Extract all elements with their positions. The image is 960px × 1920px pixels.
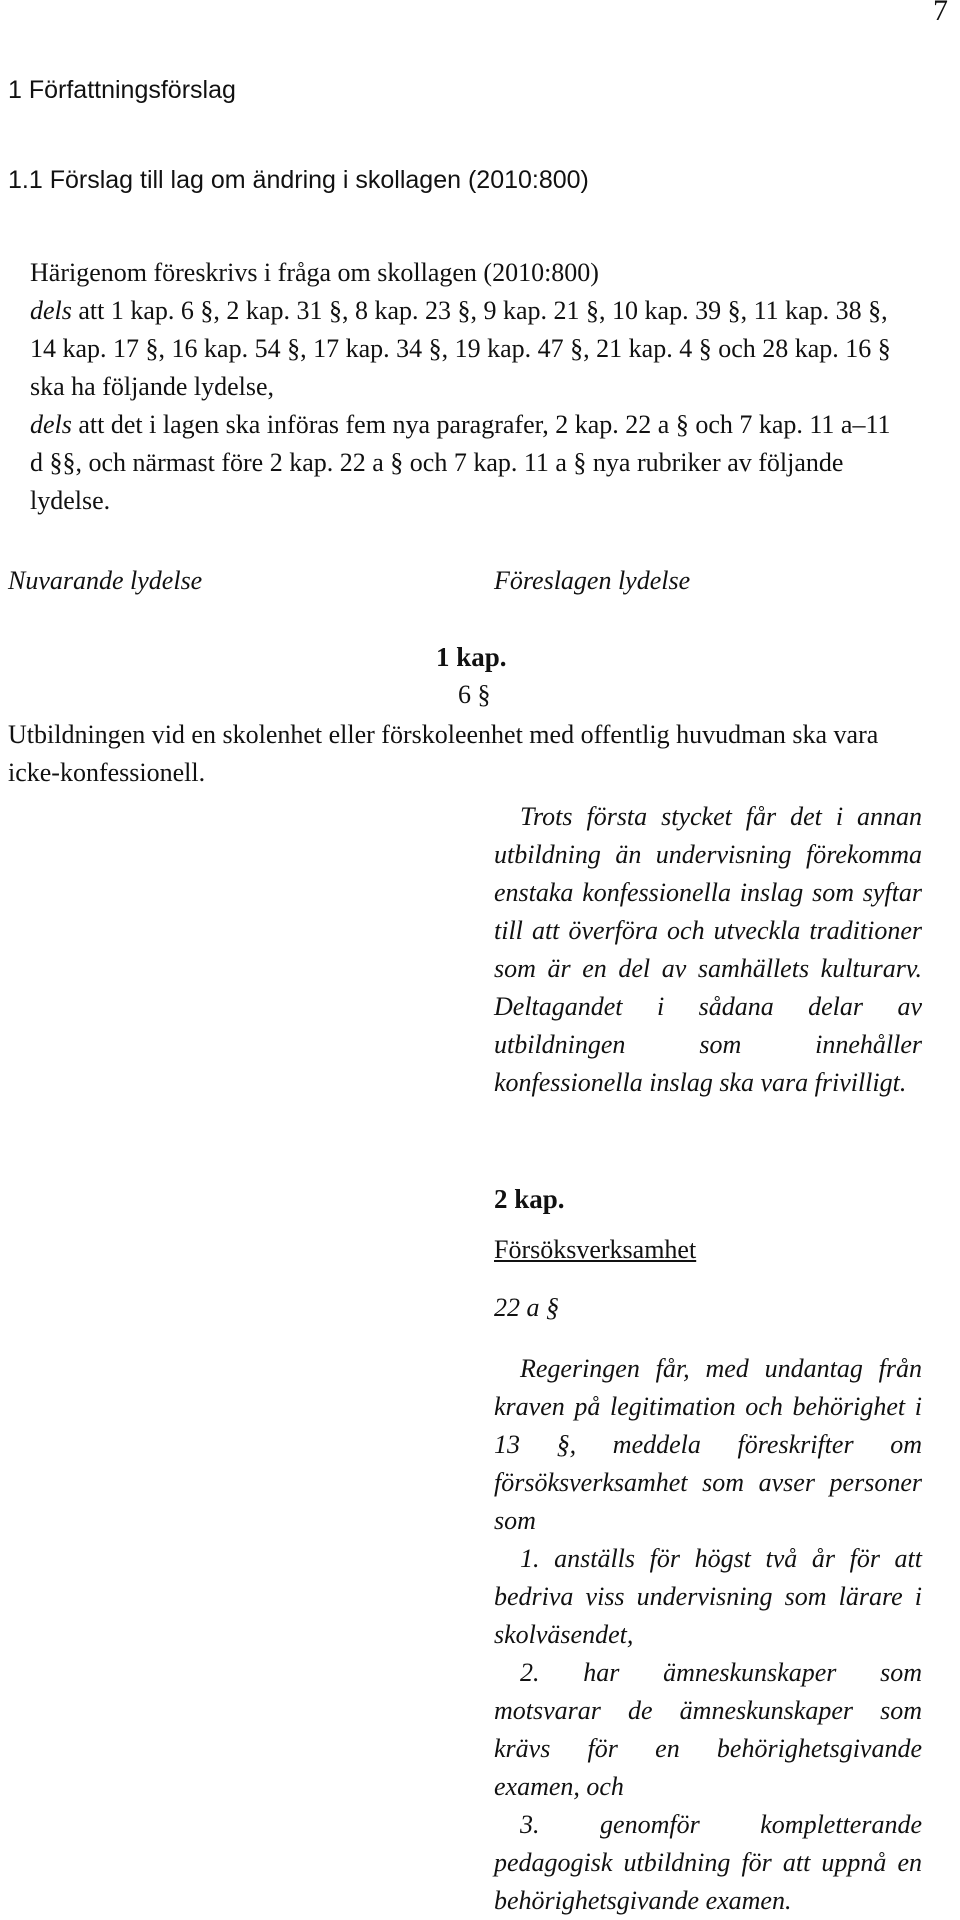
kap2-item-3: 3. genomför kompletterande pedagogisk utbildning för att uppnå en behörighetsgivande examen.	[494, 1810, 922, 1915]
dels-text-2: att det i lagen ska införas fem nya paragrafer, 2 kap. 22 a § och 7 kap. 11 a–11 d §§, och närmast före 2 kap. 22 a § och 7 kap. 11 a § nya rubriker av följande lydelse.	[30, 410, 891, 515]
kap1-proposed-column	[494, 798, 922, 1102]
intro-dels-1	[8, 292, 908, 406]
intro-line-1: Härigenom föreskrivs i fråga om skollagen (2010:800)	[30, 258, 599, 287]
intro-dels-2	[8, 406, 908, 520]
kap1-proposed-text: Trots första stycket får det i annan utbildning än undervisning förekomma enstaka konfessionella inslag som syftar till att överföra och utveckla traditioner som är en del av samhällets kulturarv. Deltagandet i sådana delar av utbildningen som innehåller konfessionella inslag ska vara frivilligt.	[494, 802, 922, 1097]
kap2-item-1: 1. anställs för högst två år för att bedriva viss undervisning som lärare i skolväsendet,	[494, 1544, 922, 1649]
proposed-wording-heading: Föreslagen lydelse	[494, 566, 691, 595]
page-number: 7	[933, 0, 948, 27]
kap2-subheading: Försöksverksamhet	[494, 1235, 697, 1264]
kap1-paragraph-number: 6 §	[458, 680, 491, 709]
current-wording-heading: Nuvarande lydelse	[8, 566, 203, 595]
dels-text-1: att 1 kap. 6 §, 2 kap. 31 §, 8 kap. 23 §, 9 kap. 21 §, 10 kap. 39 §, 11 kap. 38 §, 14 kap. 17 §, 16 kap. 54 §, 17 kap. 34 §, 19 kap. 47 §, 21 kap. 4 § och 28 kap. 16 § ska ha följande lydelse,	[30, 296, 891, 401]
dels-word-2: dels	[30, 410, 72, 439]
kap2-title: 2 kap.	[494, 1184, 565, 1214]
intro-paragraph	[8, 254, 908, 520]
kap1-common-paragraph: Utbildningen vid en skolenhet eller förskoleenhet med offentlig huvudman ska vara icke-konfessionell.	[8, 720, 879, 787]
kap1-common-text	[8, 716, 908, 792]
kap2-proposed-column	[494, 1350, 922, 1920]
chapter-heading: 1 Författningsförslag	[8, 76, 236, 104]
kap2-paragraph-number: 22 a §	[494, 1293, 559, 1322]
dels-word-1: dels	[30, 296, 72, 325]
kap2-intro-text: Regeringen får, med undantag från kraven på legitimation och behörighet i 13 §, meddela föreskrifter om försöksverksamhet som avser personer som	[494, 1354, 922, 1535]
section-heading: 1.1 Förslag till lag om ändring i skollagen (2010:800)	[8, 166, 589, 194]
kap2-item-2: 2. har ämneskunskaper som motsvarar de ämneskunskaper som krävs för en behörighetsgivande examen, och	[494, 1658, 922, 1801]
kap1-title: 1 kap.	[436, 642, 507, 672]
